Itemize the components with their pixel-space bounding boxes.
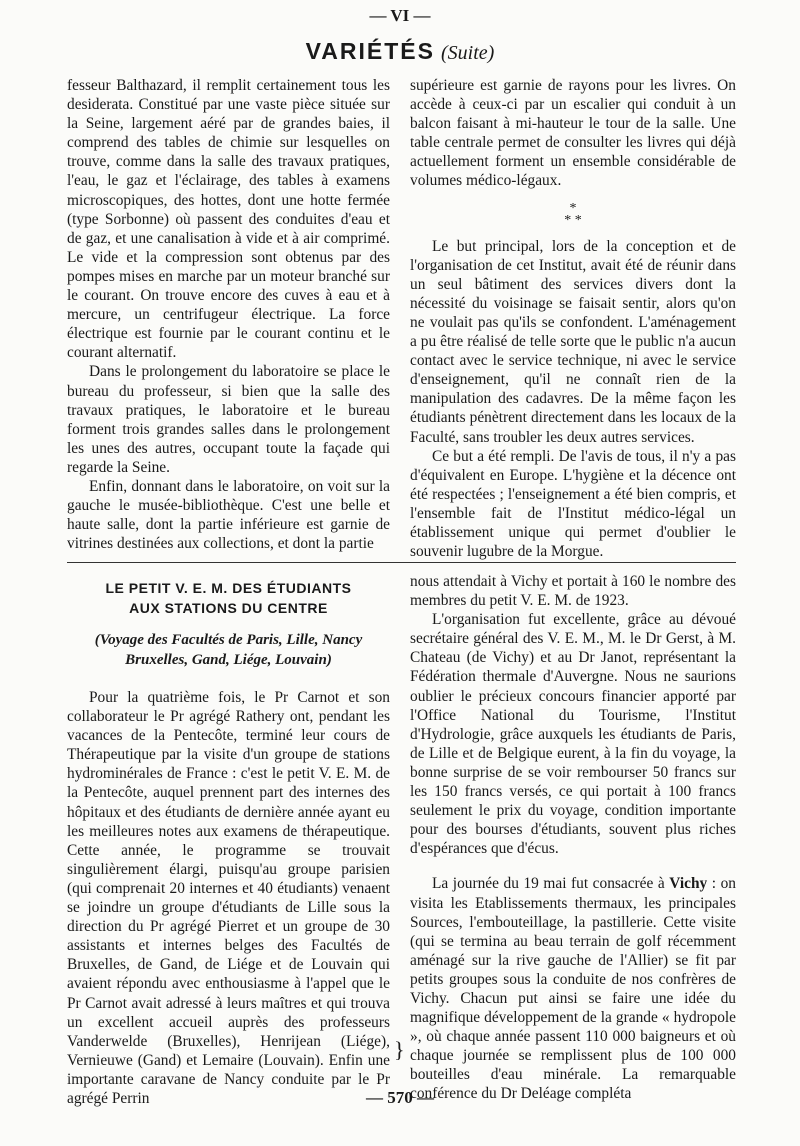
running-title-suite: (Suite) bbox=[441, 42, 495, 64]
asterism-separator bbox=[410, 200, 736, 228]
paragraph: Pour la quatrième fois, le Pr Carnot et son collaborateur le Pr agrégé Rathery ont, pendant les vacances de la Pentecôte, terminé leur cours de Thérapeutique par la visite d'un groupe de stations hydrominérales de France : c'est le petit V. E. M. de la Pentecôte, auquel prennent part des internes des hôpitaux et des étudiants de dernière année ayant eu les meilleures notes aux examens de thérapeutique. Cette année, le programme se trouvait singulièrement élargi, puisqu'au groupe parisien (qui comprenait 20 internes et 40 étudiants) venaent se joindre un groupe d'étudiants de Lille sous la direction du Pr agrégé Pierret et un groupe de 30 assistants et internes belges des Facultés de Bruxelles, de Gand, de Liége et de Louvain qui avaient répondu avec enthousiasme à l'appel que le Pr Carnot avait adressé à leurs maîtres et qui trouva un excellent accueil auprès des professeurs Vanderwelde (Bruxelles), Henrijean (Liége), Vernieuwe (Gand) et Lemaire (Louvain). Enfin une importante caravane de Nancy conduite par le Pr agrégé Perrin bbox=[67, 689, 390, 1107]
running-title bbox=[0, 38, 800, 65]
roman-page-marker: — VI — bbox=[369, 6, 431, 25]
article-title-line: LE PETIT V. E. M. DES ÉTUDIANTS bbox=[105, 580, 352, 596]
article-right-column bbox=[410, 572, 736, 1104]
running-title-main: VARIÉTÉS bbox=[305, 38, 435, 64]
paragraph: supérieure est garnie de rayons pour les livres. On accède à ceux-ci par un escalier qui conduit à un balcon faisant à mi-hauteur le tour de la salle. Une table centrale permet de consulter les livres qui déjà actuellement forment un ensemble considérable de volumes médico-légaux. bbox=[410, 77, 736, 190]
text-run: : on visita les Etablissements thermaux, les principales Sources, l'embouteillage, la pastillerie. Cette visite (qui se termina au beau terrain de golf récemment aménagé sur la rive gauche de l'Allier) se fit par petits groupes sous la conduite de nos confrères de Vichy. Chacun put ainsi se faire une idée du magnifique développement de la grande « hydropole », où chaque année passent 110 000 baigneurs et où chaque journée se remplissent plus de 100 000 bouteilles d'eau minérale. La remarquable conférence du Dr Deléage compléta bbox=[410, 875, 736, 1103]
paragraph: fesseur Balthazard, il remplit certainement tous les desiderata. Constitué par une vaste pièce située sur la Seine, largement aéré par de grandes baies, il comprend des tables de chimie sur lesquelles on trouve, comme dans la salle des travaux pratiques, l'eau, le gaz et l'éclairage, des tables à examens microscopiques, des hottes, dont une hotte fermée (type Sorbonne) où passent des conduites d'eau et de gaz, et une canalisation à vide et à air comprimé. Le vide et la compression sont obtenus par des pompes mises en marche par un moteur branché sur le courant. On trouve encore des cuves à eau et à mercure, un centrifugeur électrique. La force électrique est fournie par le courant continu et le courant alternatif. bbox=[67, 77, 390, 362]
article-title bbox=[67, 578, 390, 618]
paragraph: Dans le prolongement du laboratoire se place le bureau du professeur, si bien que la salle des travaux pratiques, le laboratoire et le bureau forment trois grandes salles dans le prolongement les unes des autres, occupant toute la façade qui regarde la Seine. bbox=[67, 363, 390, 476]
paragraph: Enfin, donnant dans le laboratoire, on voit sur la gauche le musée-bibliothèque. C'est une belle et haute salle, dont la partie inférieure est garnie de vitrines destinées aux collections, et dont la partie bbox=[67, 477, 390, 553]
place-name-vichy: Vichy bbox=[669, 875, 708, 893]
asterism-top: * bbox=[569, 200, 577, 216]
top-right-column bbox=[410, 76, 736, 561]
paragraph: nous attendait à Vichy et portait à 160 le nombre des membres du petit V. E. M. de 1923. bbox=[410, 573, 736, 610]
paragraph: Ce but a été rempli. De l'avis de tous, il n'y a pas d'équivalent en Europe. L'hygiène et la décence ont été respectées ; l'enseignement a été bien compris, et l'ensemble fait de l'Institut médico-légal un établissement unique qui permet d'oublier le souvenir lugubre de la Morgue. bbox=[410, 447, 736, 561]
asterism-bottom: * * bbox=[564, 212, 582, 228]
margin-bracket: } bbox=[394, 1037, 405, 1062]
top-left-column bbox=[67, 76, 390, 553]
paragraph bbox=[410, 874, 736, 1103]
article-title-line: AUX STATIONS DU CENTRE bbox=[129, 600, 328, 616]
article-subtitle: (Voyage des Facultés de Paris, Lille, Nancy Bruxelles, Gand, Liége, Louvain) bbox=[94, 632, 363, 668]
section-divider bbox=[67, 562, 736, 563]
text-run: La journée du 19 mai fut consacrée à bbox=[432, 875, 670, 893]
paragraph: L'organisation fut excellente, grâce au dévoué secrétaire général des V. E. M., M. le Dr Gerst, à M. Chateau (de Vichy) et au Dr Janot, représentant la Fédération thermale d'Auvergne. Nous ne saurions oublier le précieux concours financier apporté par l'Office National du Tourisme, l'Institut d'Hydrologie, grâce auxquels les étudiants de Paris, de Lille et de Belgique eurent, à la fin du voyage, la bonne surprise de se voir rembourser 50 francs sur les 150 francs versés, ce qui portait à 100 francs seulement le prix du voyage, condition importante pour des bourses d'étudiants, souvent plus riches d'espérances que d'écus. bbox=[410, 611, 736, 858]
article-left-column bbox=[67, 572, 390, 1108]
paragraph: Le but principal, lors de la conception et de l'organisation de cet Institut, avait été de réunir dans un seul bâtiment des services divers dont la nécessité du voisinage se faisait sentir, alors qu'on ne voulait pas qu'ils se confondent. L'aménagement a pu être réalisé de telle sorte que le public n'a aucun contact avec le service technique, ni avec le service d'enseignement, qu'il ne connaît rien de la manipulation des cadavres. De la même façon les étudiants pénètrent directement dans les locaux de la Faculté, sans troubler les deux autres services. bbox=[410, 237, 736, 446]
page-number: — 570 — bbox=[366, 1088, 434, 1107]
